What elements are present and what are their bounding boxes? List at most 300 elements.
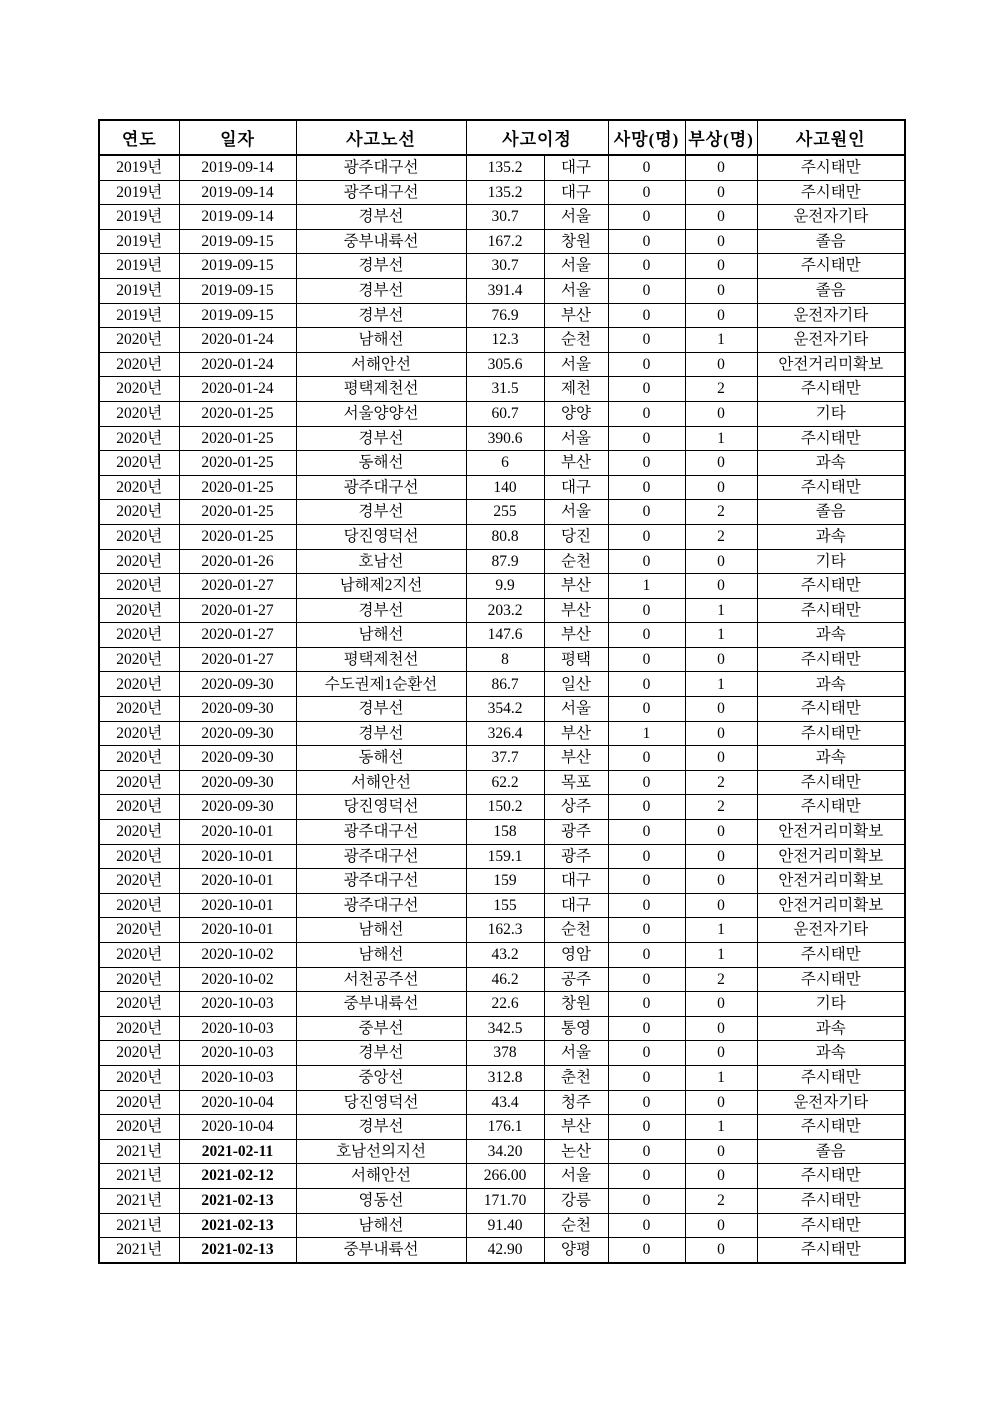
cell-year: 2020년 <box>99 426 179 451</box>
cell-year: 2020년 <box>99 992 179 1017</box>
cell-injuries: 0 <box>685 1213 757 1238</box>
cell-city: 서울 <box>544 426 608 451</box>
cell-cause: 졸음 <box>757 1139 905 1164</box>
cell-route: 서울양양선 <box>296 401 466 426</box>
table-row <box>99 746 905 771</box>
cell-date: 2020-01-24 <box>179 352 296 377</box>
cell-city: 순천 <box>544 1213 608 1238</box>
cell-deaths: 0 <box>608 229 685 254</box>
cell-cause: 과속 <box>757 1041 905 1066</box>
cell-milepost: 87.9 <box>466 549 544 574</box>
cell-city: 부산 <box>544 721 608 746</box>
cell-deaths: 0 <box>608 672 685 697</box>
cell-deaths: 0 <box>608 549 685 574</box>
cell-route: 광주대구선 <box>296 844 466 869</box>
cell-year: 2021년 <box>99 1164 179 1189</box>
cell-cause: 주시태만 <box>757 426 905 451</box>
cell-route: 남해선 <box>296 623 466 648</box>
header-year: 연도 <box>99 120 179 155</box>
cell-deaths: 0 <box>608 254 685 279</box>
cell-city: 일산 <box>544 672 608 697</box>
cell-cause: 기타 <box>757 401 905 426</box>
cell-injuries: 1 <box>685 1065 757 1090</box>
cell-milepost: 6 <box>466 451 544 476</box>
cell-injuries: 2 <box>685 967 757 992</box>
cell-date: 2020-01-27 <box>179 574 296 599</box>
cell-city: 강릉 <box>544 1188 608 1213</box>
cell-milepost: 30.7 <box>466 254 544 279</box>
cell-date: 2019-09-15 <box>179 303 296 328</box>
cell-year: 2020년 <box>99 967 179 992</box>
cell-city: 양양 <box>544 401 608 426</box>
cell-route: 중부내륙선 <box>296 1238 466 1263</box>
cell-cause: 안전거리미확보 <box>757 820 905 845</box>
cell-deaths: 0 <box>608 303 685 328</box>
cell-city: 서울 <box>544 1041 608 1066</box>
cell-year: 2020년 <box>99 549 179 574</box>
cell-deaths: 0 <box>608 1090 685 1115</box>
cell-route: 경부선 <box>296 426 466 451</box>
cell-injuries: 2 <box>685 1188 757 1213</box>
cell-route: 경부선 <box>296 1041 466 1066</box>
cell-injuries: 2 <box>685 795 757 820</box>
cell-date: 2020-10-01 <box>179 820 296 845</box>
cell-deaths: 0 <box>608 1041 685 1066</box>
cell-route: 남해선 <box>296 1213 466 1238</box>
cell-milepost: 135.2 <box>466 155 544 180</box>
cell-injuries: 0 <box>685 820 757 845</box>
cell-milepost: 255 <box>466 500 544 525</box>
cell-date: 2020-10-04 <box>179 1090 296 1115</box>
table-row <box>99 1065 905 1090</box>
cell-cause: 운전자기타 <box>757 328 905 353</box>
cell-city: 청주 <box>544 1090 608 1115</box>
cell-city: 대구 <box>544 893 608 918</box>
cell-deaths: 0 <box>608 795 685 820</box>
cell-year: 2020년 <box>99 524 179 549</box>
cell-year: 2019년 <box>99 278 179 303</box>
cell-city: 순천 <box>544 549 608 574</box>
cell-milepost: 140 <box>466 475 544 500</box>
cell-route: 평택제천선 <box>296 377 466 402</box>
table-row <box>99 721 905 746</box>
cell-milepost: 76.9 <box>466 303 544 328</box>
cell-injuries: 0 <box>685 475 757 500</box>
cell-route: 경부선 <box>296 697 466 722</box>
cell-deaths: 0 <box>608 278 685 303</box>
cell-deaths: 0 <box>608 992 685 1017</box>
cell-year: 2021년 <box>99 1139 179 1164</box>
cell-injuries: 0 <box>685 1041 757 1066</box>
table-row <box>99 967 905 992</box>
cell-cause: 주시태만 <box>757 795 905 820</box>
cell-year: 2020년 <box>99 795 179 820</box>
cell-cause: 과속 <box>757 623 905 648</box>
cell-injuries: 0 <box>685 254 757 279</box>
table-row <box>99 697 905 722</box>
cell-city: 논산 <box>544 1139 608 1164</box>
cell-city: 양평 <box>544 1238 608 1263</box>
cell-year: 2020년 <box>99 598 179 623</box>
table-row <box>99 229 905 254</box>
cell-deaths: 0 <box>608 524 685 549</box>
table-row <box>99 893 905 918</box>
cell-route: 중부선 <box>296 1016 466 1041</box>
cell-cause: 주시태만 <box>757 377 905 402</box>
cell-city: 당진 <box>544 524 608 549</box>
cell-milepost: 312.8 <box>466 1065 544 1090</box>
cell-deaths: 0 <box>608 967 685 992</box>
cell-city: 대구 <box>544 475 608 500</box>
cell-milepost: 342.5 <box>466 1016 544 1041</box>
cell-cause: 주시태만 <box>757 1065 905 1090</box>
cell-cause: 과속 <box>757 746 905 771</box>
cell-route: 경부선 <box>296 254 466 279</box>
table-row <box>99 795 905 820</box>
cell-milepost: 62.2 <box>466 770 544 795</box>
cell-injuries: 0 <box>685 1164 757 1189</box>
table-row <box>99 1164 905 1189</box>
cell-milepost: 30.7 <box>466 205 544 230</box>
cell-cause: 주시태만 <box>757 1188 905 1213</box>
cell-route: 남해선 <box>296 918 466 943</box>
cell-city: 부산 <box>544 1115 608 1140</box>
cell-deaths: 0 <box>608 155 685 180</box>
cell-milepost: 326.4 <box>466 721 544 746</box>
cell-date: 2019-09-14 <box>179 180 296 205</box>
cell-milepost: 60.7 <box>466 401 544 426</box>
cell-year: 2020년 <box>99 328 179 353</box>
cell-milepost: 80.8 <box>466 524 544 549</box>
cell-milepost: 391.4 <box>466 278 544 303</box>
cell-route: 중부내륙선 <box>296 992 466 1017</box>
cell-route: 호남선의지선 <box>296 1139 466 1164</box>
cell-route: 서해안선 <box>296 352 466 377</box>
cell-city: 부산 <box>544 598 608 623</box>
cell-deaths: 0 <box>608 598 685 623</box>
cell-route: 서해안선 <box>296 1164 466 1189</box>
table-header-row <box>99 120 905 155</box>
cell-date: 2020-01-26 <box>179 549 296 574</box>
table-row <box>99 426 905 451</box>
cell-deaths: 0 <box>608 328 685 353</box>
cell-year: 2020년 <box>99 844 179 869</box>
cell-injuries: 1 <box>685 328 757 353</box>
cell-city: 상주 <box>544 795 608 820</box>
table-row <box>99 598 905 623</box>
table-row <box>99 943 905 968</box>
cell-deaths: 0 <box>608 697 685 722</box>
cell-date: 2020-10-03 <box>179 1065 296 1090</box>
cell-date: 2020-10-04 <box>179 1115 296 1140</box>
cell-year: 2019년 <box>99 155 179 180</box>
cell-injuries: 0 <box>685 1238 757 1263</box>
table-row <box>99 1041 905 1066</box>
cell-milepost: 354.2 <box>466 697 544 722</box>
cell-city: 제천 <box>544 377 608 402</box>
cell-date: 2019-09-15 <box>179 278 296 303</box>
cell-cause: 주시태만 <box>757 770 905 795</box>
cell-route: 당진영덕선 <box>296 1090 466 1115</box>
cell-date: 2020-09-30 <box>179 697 296 722</box>
cell-injuries: 0 <box>685 992 757 1017</box>
cell-cause: 과속 <box>757 672 905 697</box>
table-row <box>99 278 905 303</box>
cell-injuries: 0 <box>685 1016 757 1041</box>
cell-cause: 주시태만 <box>757 943 905 968</box>
cell-date: 2021-02-13 <box>179 1188 296 1213</box>
cell-city: 부산 <box>544 451 608 476</box>
cell-date: 2019-09-14 <box>179 155 296 180</box>
cell-route: 중부내륙선 <box>296 229 466 254</box>
cell-milepost: 46.2 <box>466 967 544 992</box>
header-injuries: 부상(명) <box>685 120 757 155</box>
cell-year: 2020년 <box>99 574 179 599</box>
cell-year: 2020년 <box>99 475 179 500</box>
cell-deaths: 0 <box>608 352 685 377</box>
table-row <box>99 377 905 402</box>
cell-cause: 주시태만 <box>757 967 905 992</box>
cell-deaths: 0 <box>608 647 685 672</box>
table-row <box>99 328 905 353</box>
cell-cause: 주시태만 <box>757 180 905 205</box>
cell-cause: 안전거리미확보 <box>757 844 905 869</box>
cell-cause: 주시태만 <box>757 598 905 623</box>
cell-city: 광주 <box>544 820 608 845</box>
cell-milepost: 91.40 <box>466 1213 544 1238</box>
cell-injuries: 0 <box>685 205 757 230</box>
cell-city: 창원 <box>544 992 608 1017</box>
cell-route: 광주대구선 <box>296 820 466 845</box>
cell-city: 순천 <box>544 918 608 943</box>
cell-route: 남해선 <box>296 943 466 968</box>
cell-year: 2020년 <box>99 943 179 968</box>
cell-date: 2020-01-24 <box>179 328 296 353</box>
cell-deaths: 0 <box>608 918 685 943</box>
cell-route: 서천공주선 <box>296 967 466 992</box>
cell-injuries: 0 <box>685 155 757 180</box>
table-row <box>99 475 905 500</box>
cell-milepost: 167.2 <box>466 229 544 254</box>
cell-year: 2019년 <box>99 303 179 328</box>
cell-deaths: 0 <box>608 820 685 845</box>
table-row <box>99 352 905 377</box>
cell-injuries: 0 <box>685 574 757 599</box>
cell-city: 부산 <box>544 574 608 599</box>
table-row <box>99 869 905 894</box>
cell-city: 서울 <box>544 352 608 377</box>
cell-date: 2020-10-03 <box>179 1016 296 1041</box>
cell-date: 2020-01-25 <box>179 500 296 525</box>
cell-cause: 주시태만 <box>757 475 905 500</box>
cell-year: 2020년 <box>99 893 179 918</box>
cell-milepost: 159 <box>466 869 544 894</box>
cell-deaths: 0 <box>608 377 685 402</box>
cell-deaths: 0 <box>608 451 685 476</box>
cell-date: 2021-02-13 <box>179 1213 296 1238</box>
table-row <box>99 451 905 476</box>
cell-injuries: 1 <box>685 426 757 451</box>
cell-injuries: 1 <box>685 672 757 697</box>
cell-route: 평택제천선 <box>296 647 466 672</box>
cell-cause: 졸음 <box>757 229 905 254</box>
header-route: 사고노선 <box>296 120 466 155</box>
cell-injuries: 1 <box>685 943 757 968</box>
cell-cause: 졸음 <box>757 278 905 303</box>
cell-city: 서울 <box>544 1164 608 1189</box>
header-cause: 사고원인 <box>757 120 905 155</box>
cell-route: 광주대구선 <box>296 869 466 894</box>
cell-deaths: 0 <box>608 1188 685 1213</box>
cell-year: 2020년 <box>99 647 179 672</box>
cell-year: 2020년 <box>99 1115 179 1140</box>
table-row <box>99 647 905 672</box>
table-row <box>99 549 905 574</box>
cell-cause: 과속 <box>757 451 905 476</box>
cell-city: 공주 <box>544 967 608 992</box>
cell-date: 2020-10-01 <box>179 869 296 894</box>
cell-route: 경부선 <box>296 278 466 303</box>
cell-deaths: 0 <box>608 1016 685 1041</box>
cell-milepost: 390.6 <box>466 426 544 451</box>
table-row <box>99 574 905 599</box>
cell-route: 광주대구선 <box>296 475 466 500</box>
table-row <box>99 155 905 180</box>
cell-cause: 주시태만 <box>757 574 905 599</box>
cell-milepost: 22.6 <box>466 992 544 1017</box>
cell-milepost: 135.2 <box>466 180 544 205</box>
table-row <box>99 401 905 426</box>
cell-injuries: 0 <box>685 1139 757 1164</box>
cell-cause: 주시태만 <box>757 1115 905 1140</box>
cell-year: 2019년 <box>99 180 179 205</box>
cell-route: 경부선 <box>296 205 466 230</box>
cell-route: 경부선 <box>296 500 466 525</box>
cell-route: 남해제2지선 <box>296 574 466 599</box>
cell-injuries: 1 <box>685 918 757 943</box>
cell-date: 2020-01-25 <box>179 426 296 451</box>
cell-milepost: 34.20 <box>466 1139 544 1164</box>
cell-year: 2021년 <box>99 1213 179 1238</box>
cell-milepost: 305.6 <box>466 352 544 377</box>
table-row <box>99 1188 905 1213</box>
cell-year: 2021년 <box>99 1238 179 1263</box>
cell-milepost: 171.70 <box>466 1188 544 1213</box>
table-row <box>99 992 905 1017</box>
cell-injuries: 0 <box>685 1090 757 1115</box>
cell-deaths: 0 <box>608 893 685 918</box>
table-row <box>99 623 905 648</box>
cell-date: 2020-10-01 <box>179 893 296 918</box>
cell-year: 2020년 <box>99 451 179 476</box>
accident-table <box>98 119 906 1264</box>
cell-route: 광주대구선 <box>296 893 466 918</box>
cell-city: 영암 <box>544 943 608 968</box>
cell-date: 2020-09-30 <box>179 721 296 746</box>
cell-year: 2020년 <box>99 770 179 795</box>
table-body <box>99 155 905 1263</box>
cell-deaths: 0 <box>608 401 685 426</box>
cell-city: 평택 <box>544 647 608 672</box>
cell-cause: 과속 <box>757 1016 905 1041</box>
cell-year: 2020년 <box>99 746 179 771</box>
cell-year: 2020년 <box>99 623 179 648</box>
cell-year: 2020년 <box>99 500 179 525</box>
cell-year: 2020년 <box>99 721 179 746</box>
cell-cause: 주시태만 <box>757 1164 905 1189</box>
cell-deaths: 0 <box>608 475 685 500</box>
cell-date: 2020-01-24 <box>179 377 296 402</box>
cell-cause: 운전자기타 <box>757 303 905 328</box>
table-row <box>99 820 905 845</box>
cell-year: 2021년 <box>99 1188 179 1213</box>
cell-date: 2020-10-02 <box>179 943 296 968</box>
cell-injuries: 2 <box>685 770 757 795</box>
cell-date: 2020-01-27 <box>179 623 296 648</box>
cell-date: 2020-01-27 <box>179 647 296 672</box>
cell-city: 대구 <box>544 155 608 180</box>
cell-cause: 졸음 <box>757 500 905 525</box>
cell-cause: 주시태만 <box>757 697 905 722</box>
cell-city: 순천 <box>544 328 608 353</box>
cell-injuries: 2 <box>685 377 757 402</box>
cell-city: 서울 <box>544 278 608 303</box>
cell-milepost: 155 <box>466 893 544 918</box>
cell-cause: 운전자기타 <box>757 918 905 943</box>
cell-route: 광주대구선 <box>296 180 466 205</box>
cell-year: 2020년 <box>99 352 179 377</box>
cell-deaths: 0 <box>608 500 685 525</box>
cell-cause: 안전거리미확보 <box>757 352 905 377</box>
cell-deaths: 0 <box>608 1115 685 1140</box>
cell-deaths: 0 <box>608 1065 685 1090</box>
cell-city: 부산 <box>544 623 608 648</box>
cell-milepost: 8 <box>466 647 544 672</box>
cell-deaths: 0 <box>608 1164 685 1189</box>
cell-injuries: 0 <box>685 180 757 205</box>
cell-injuries: 0 <box>685 721 757 746</box>
cell-date: 2020-09-30 <box>179 770 296 795</box>
cell-route: 동해선 <box>296 451 466 476</box>
table-row <box>99 303 905 328</box>
table-row <box>99 1139 905 1164</box>
table-row <box>99 254 905 279</box>
cell-milepost: 37.7 <box>466 746 544 771</box>
table-row <box>99 205 905 230</box>
cell-cause: 기타 <box>757 992 905 1017</box>
cell-year: 2020년 <box>99 869 179 894</box>
cell-date: 2020-09-30 <box>179 746 296 771</box>
cell-milepost: 86.7 <box>466 672 544 697</box>
table-row <box>99 1238 905 1263</box>
cell-milepost: 378 <box>466 1041 544 1066</box>
cell-milepost: 266.00 <box>466 1164 544 1189</box>
cell-injuries: 0 <box>685 352 757 377</box>
cell-injuries: 1 <box>685 623 757 648</box>
cell-route: 수도권제1순환선 <box>296 672 466 697</box>
cell-date: 2020-10-01 <box>179 844 296 869</box>
cell-date: 2020-01-27 <box>179 598 296 623</box>
cell-route: 동해선 <box>296 746 466 771</box>
header-deaths: 사망(명) <box>608 120 685 155</box>
cell-city: 대구 <box>544 869 608 894</box>
cell-year: 2020년 <box>99 1016 179 1041</box>
cell-year: 2020년 <box>99 918 179 943</box>
cell-date: 2020-09-30 <box>179 795 296 820</box>
cell-injuries: 0 <box>685 303 757 328</box>
cell-year: 2020년 <box>99 1041 179 1066</box>
cell-deaths: 1 <box>608 721 685 746</box>
